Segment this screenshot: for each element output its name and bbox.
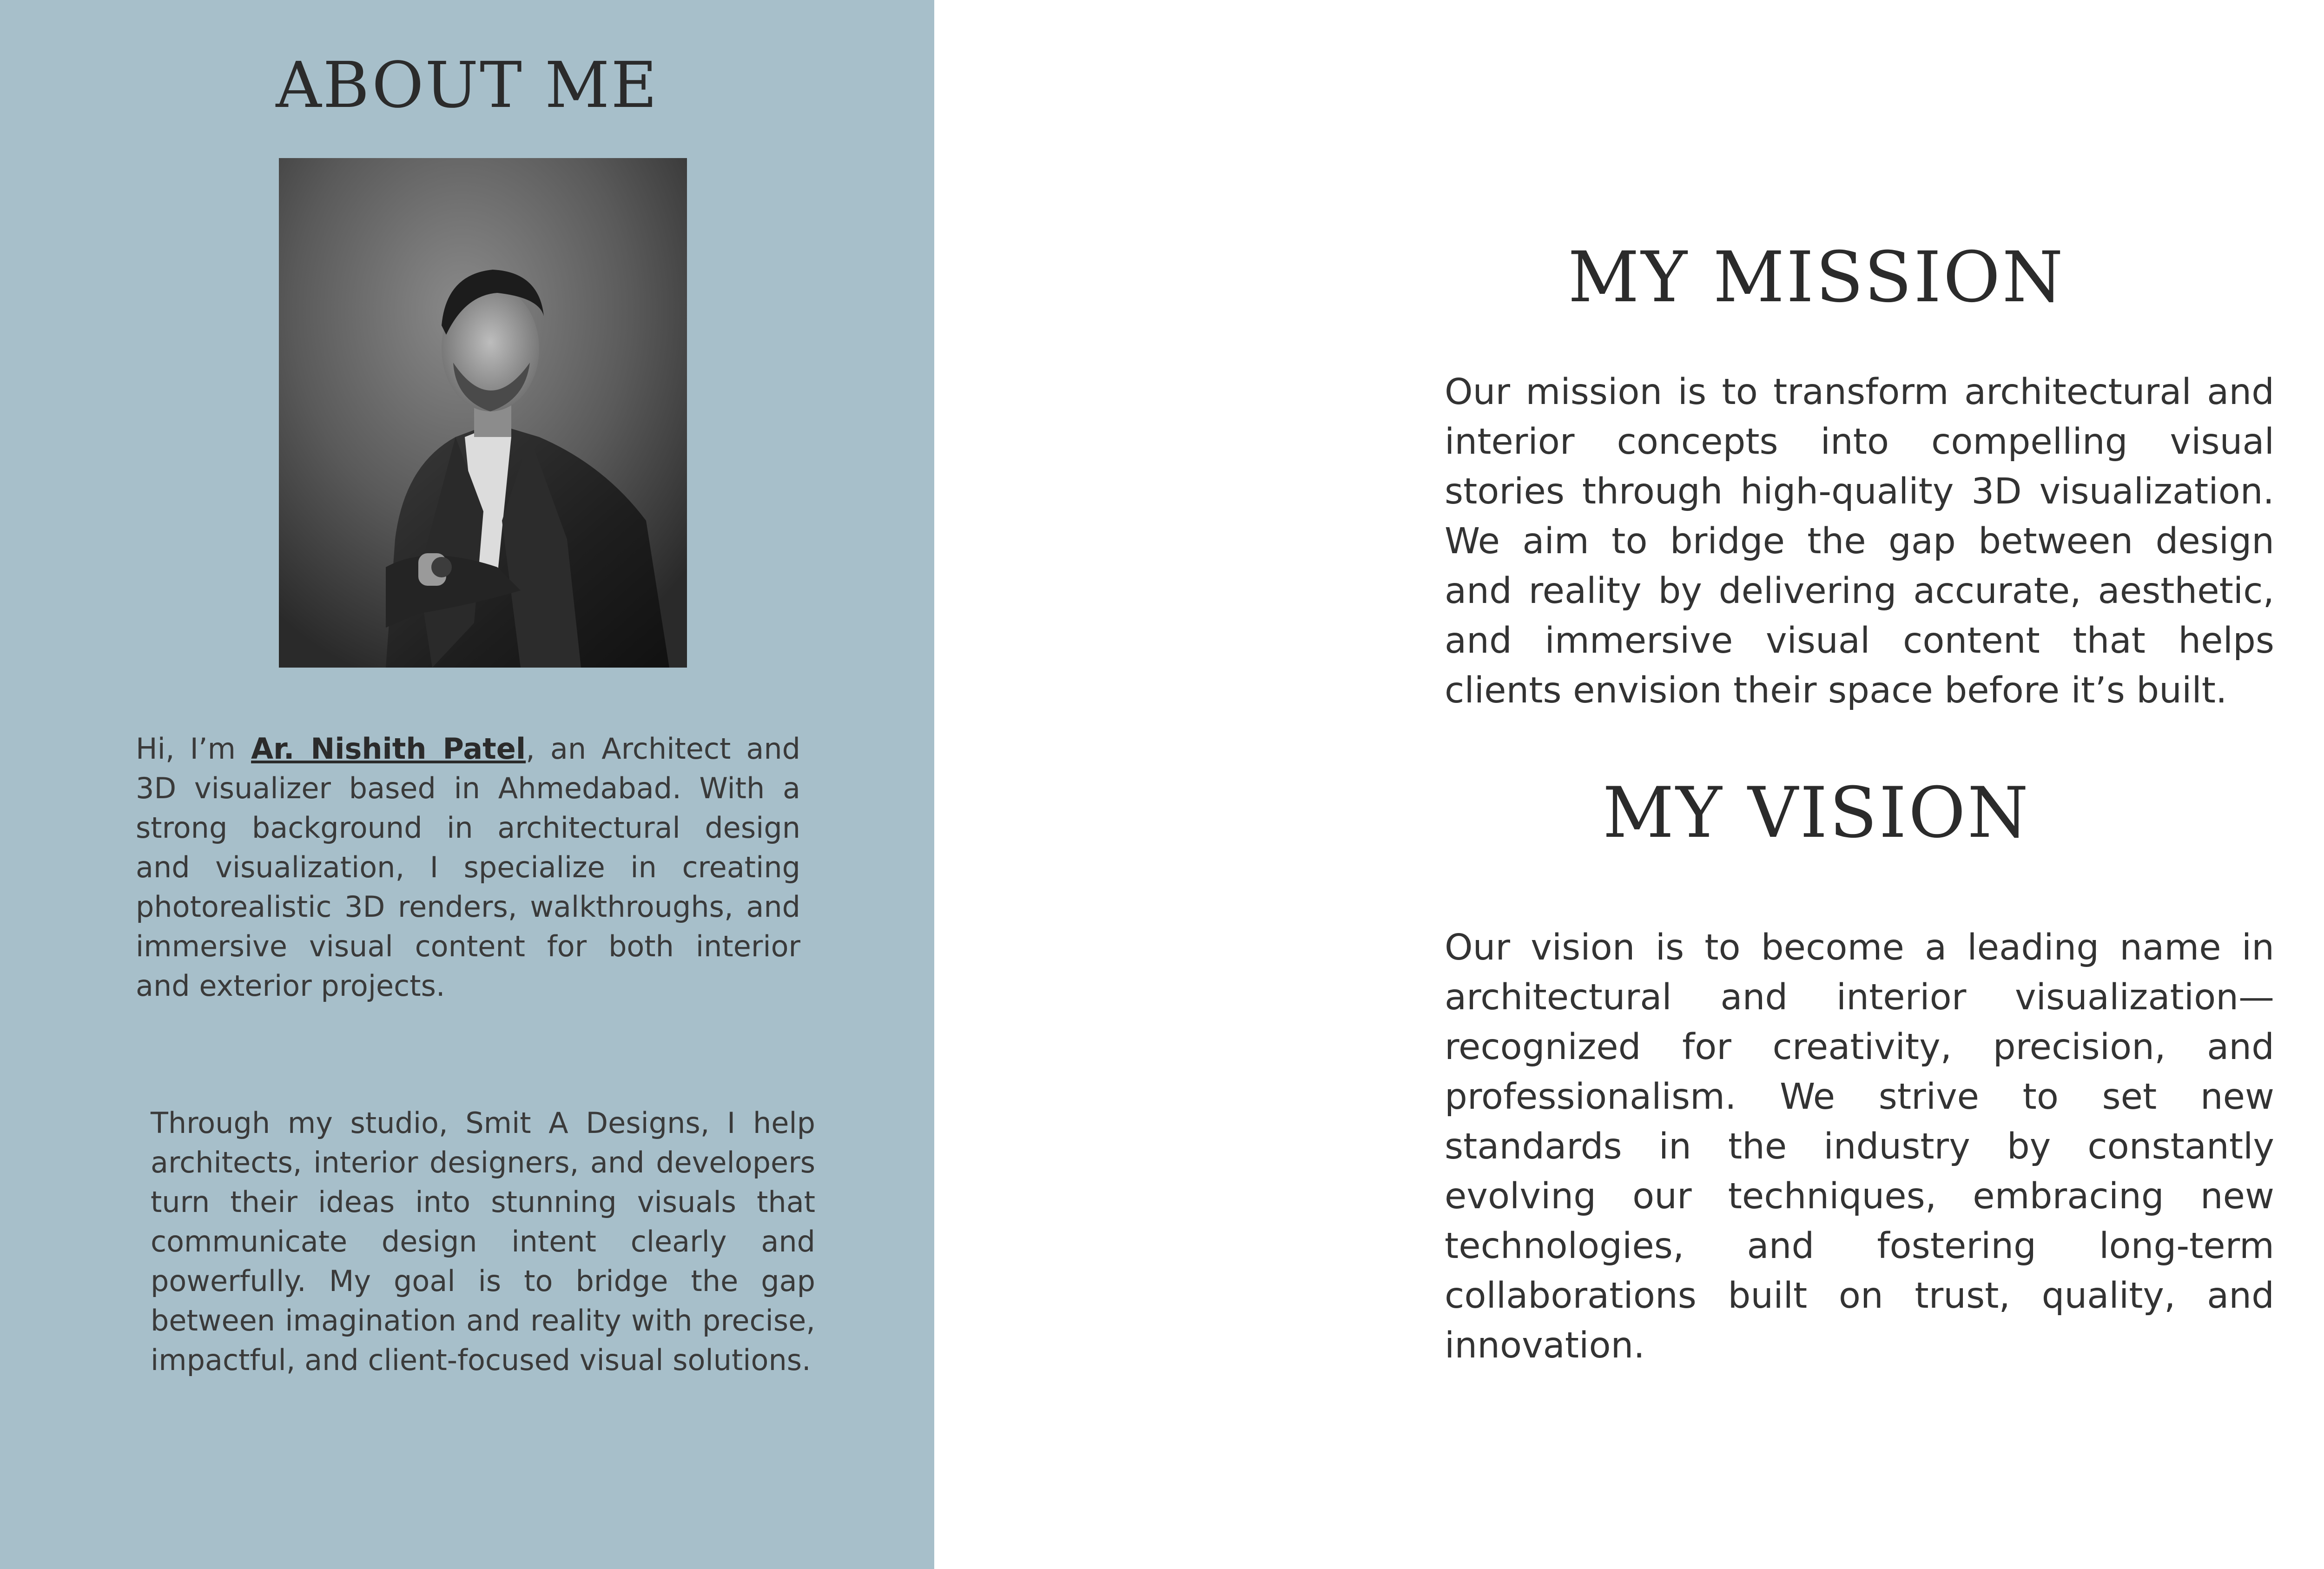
intro-paragraph bbox=[136, 729, 800, 1006]
about-panel bbox=[0, 0, 934, 1569]
author-name: Ar. Nishith Patel bbox=[251, 732, 526, 766]
vision-title: MY VISION bbox=[1602, 773, 2031, 854]
mission-title: MY MISSION bbox=[1568, 237, 2065, 318]
vision-paragraph: Our vision is to become a leading name in architectural and interior visualization—recognized for creativity, precision, and professionalism. We strive to set new standards in the industry by constantly evolving our techniques, embracing new technologies, and fostering long-term collaborations built on trust, quality, and innovation. bbox=[1445, 927, 2274, 1366]
mission-paragraph: Our mission is to transform architectural and interior concepts into compelling visual stories through high-quality 3D visualization. We aim to bridge the gap between design and reality by delivering accurate, aesthetic, and immersive visual content that helps clients envision their space before it’s built. bbox=[1445, 371, 2274, 711]
studio-paragraph: Through my studio, Smit A Designs, I help architects, interior designers, and developers turn their ideas into stunning visuals that communicate design intent clearly and powerfully. My goal is to bridge the gap between imagination and reality with precise, impactful, and client-focused visual solutions. bbox=[151, 1106, 815, 1377]
intro-prefix: Hi, I’m bbox=[136, 732, 251, 766]
profile-photo bbox=[279, 158, 687, 668]
about-title: ABOUT ME bbox=[276, 49, 659, 122]
intro-rest: , an Architect and 3D visualizer based in Ahmedabad. With a strong background in architectural design and visualization, I specialize in creating photorealistic 3D renders, walkthroughs, and immersive visual content for both interior and exterior projects. bbox=[136, 732, 800, 1003]
